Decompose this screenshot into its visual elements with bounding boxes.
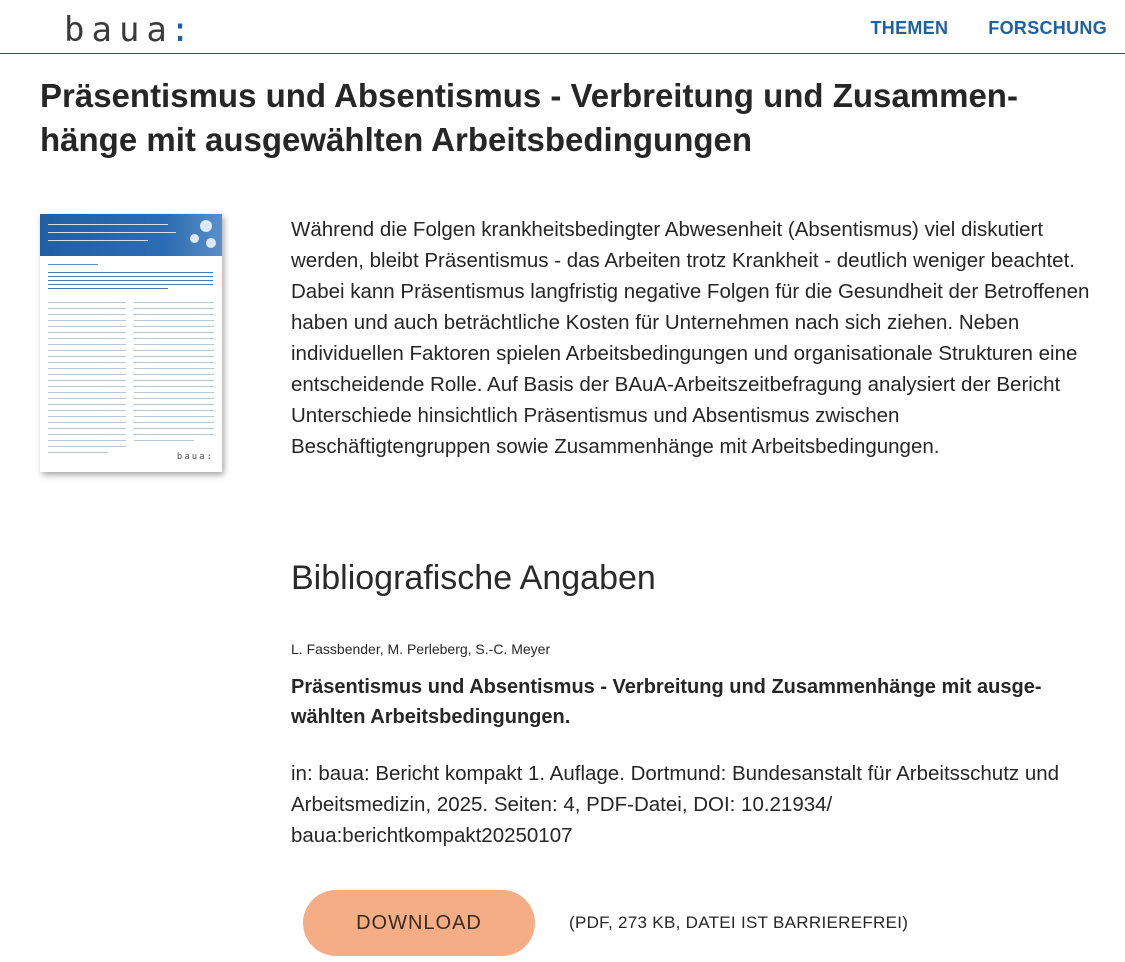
cover-text-line [134,416,214,417]
baua-logo[interactable] [64,12,190,48]
cover-text-line [48,410,126,411]
cover-text-line [48,232,176,233]
cover-text-line [48,338,126,339]
cover-decoration [190,234,199,243]
logo-colon: : [169,10,191,50]
cover-text-line [48,302,126,303]
cover-text-line [134,392,214,393]
cover-decoration [200,220,212,232]
cover-text-line [48,446,126,447]
cover-text-line [48,404,126,405]
cover-text-line [48,374,126,375]
site-header [0,0,1125,54]
cover-text-line [134,398,214,399]
cover-text-line [48,416,126,417]
cover-text-line [48,350,126,351]
cover-text-line [134,338,214,339]
bibliography-heading: Bibliografische Angaben [291,559,656,597]
cover-decoration [206,238,216,248]
cover-text-line [134,380,214,381]
cover-text-line [48,284,213,285]
cover-text-line [134,422,214,423]
cover-text-line [134,362,214,363]
cover-text-line [48,288,168,289]
bibliography-title: Präsentismus und Absentismus - Verbreitung und Zusammenhänge mit ausgewählten Arbeitsbedingungen. [291,676,1042,728]
cover-text-line [48,240,148,241]
cover-text-line [48,276,213,277]
cover-text-line [48,332,126,333]
cover-text-line [134,386,214,387]
cover-text-line [134,368,214,369]
cover-text-line [134,434,214,435]
cover-text-line [48,326,126,327]
cover-text-line [134,314,214,315]
cover-text-line [48,428,126,429]
cover-text-line [48,272,213,273]
cover-text-line [134,356,214,357]
cover-text-line [48,440,126,441]
cover-text-line [48,380,126,381]
cover-text-line [134,410,214,411]
abstract-text: Während die Folgen krankheitsbedingter Abwesenheit (Absentismus) viel diskutiert werden, bleibt Präsentismus - das Arbeiten trotz Krankheit - deutlich weniger beachtet. Dabei kann Präsentismus langfristig negative Folgen für die Gesundheit der Betroffenen haben und auch beträchtliche Kosten für Unternehmen nach sich ziehen. Neben individuellen Faktoren spielen Arbeitsbedingungen und organisationale Strukturen eine entscheidende Rolle. Auf Basis der BAuA-Arbeitszeitbefragung analysiert der Bericht Unterschiede hinsichtlich Präsentismus und Absentismus zwischen Beschäftigtengruppen sowie Zusammenhänge mit Arbeitsbedingungen. [291,218,1090,458]
cover-text-line [134,440,194,441]
page-title: Präsentismus und Absentismus - Verbreitung und Zusammenhänge mit ausgewählten Arbeitsbedingungen [40,77,1018,158]
cover-text-line [134,374,214,375]
cover-text-line [48,314,126,315]
cover-text-line [134,308,214,309]
nav-item-forschung[interactable]: FORSCHUNG [988,18,1107,38]
cover-text-line [134,428,214,429]
cover-text-line [48,362,126,363]
cover-text-line [134,326,214,327]
cover-text-line [48,344,126,345]
main-nav [870,18,1107,39]
cover-text-line [48,280,213,281]
download-file-info: (PDF, 273 KB, DATEI IST BARRIEREFREI) [569,913,909,932]
logo-text: baua [64,10,174,50]
publication-cover-thumbnail[interactable] [40,214,222,472]
cover-text-line [134,344,214,345]
nav-item-themen[interactable]: THEMEN [870,18,949,38]
cover-text-line [48,434,126,435]
cover-text-line [48,422,126,423]
cover-text-line [48,308,126,309]
cover-text-line [48,356,126,357]
cover-logo: baua: [176,452,214,462]
cover-text-line [48,398,126,399]
download-button[interactable]: DOWNLOAD [303,890,535,956]
cover-text-line [48,224,168,225]
cover-text-line [48,392,126,393]
cover-text-line [48,264,98,265]
cover-text-line [134,350,214,351]
cover-text-line [134,302,214,303]
cover-text-line [48,368,126,369]
cover-text-line [134,320,214,321]
cover-text-line [48,320,126,321]
cover-text-line [48,386,126,387]
cover-text-line [134,404,214,405]
cover-text-line [48,452,108,453]
bibliography-source: in: baua: Bericht kompakt 1. Auflage. Dortmund: Bundesanstalt für Arbeitsschutz und Arbeitsmedizin, 2025. Seiten: 4, PDF-Datei, DOI: 10.21934/ baua:berichtkompakt20250107 [291,762,1060,847]
cover-text-line [134,332,214,333]
bibliography-authors: L. Fassbender, M. Perleberg, S.-C. Meyer [291,641,551,657]
